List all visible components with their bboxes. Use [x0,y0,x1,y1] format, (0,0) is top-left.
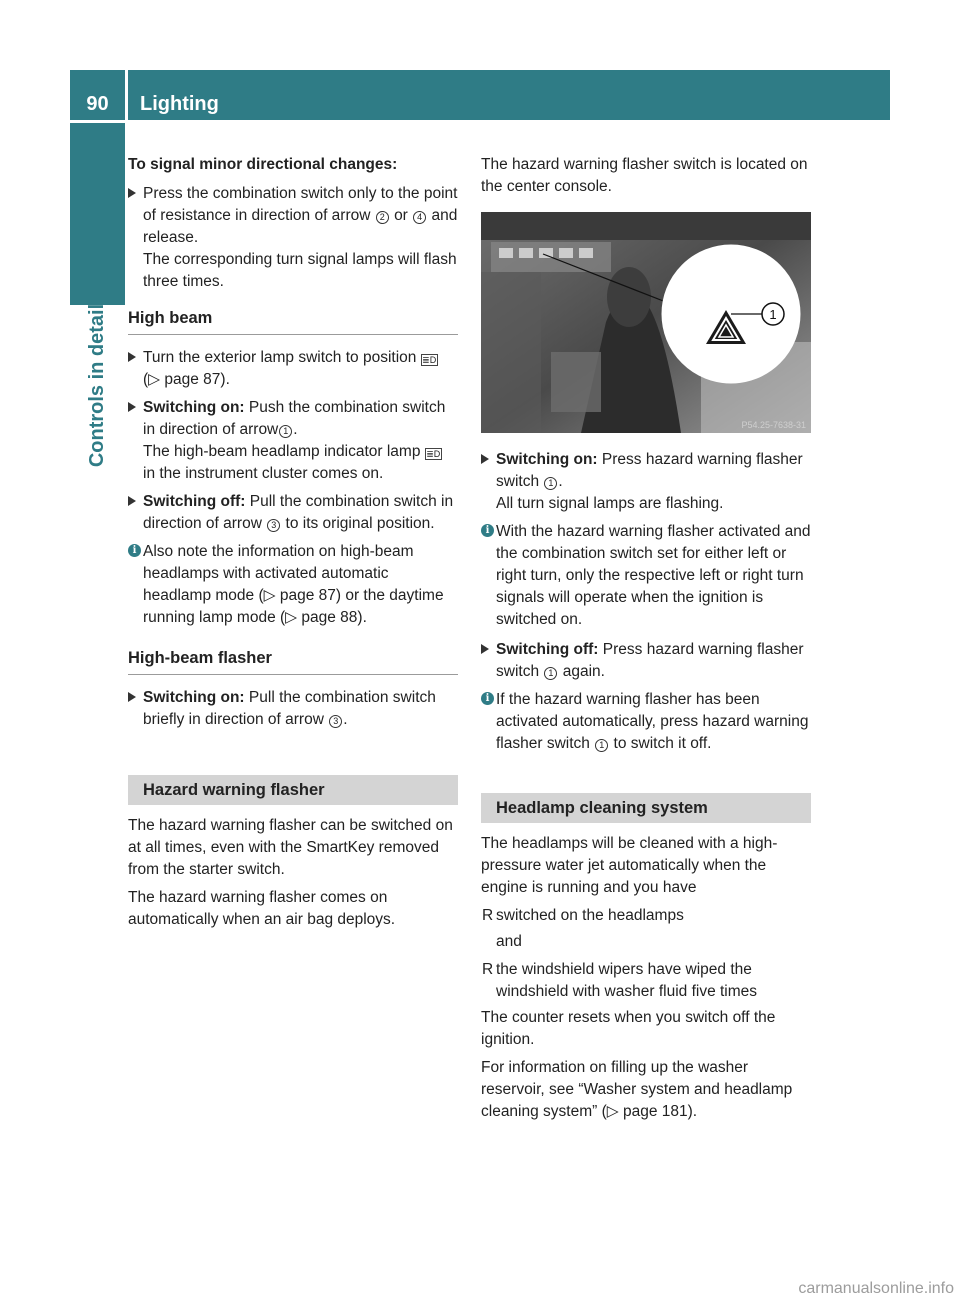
high-beam-flasher-heading: High-beam flasher [128,647,458,675]
side-tab [70,123,125,305]
high-beam-heading: High beam [128,307,458,335]
left-column [128,154,458,937]
photo-code: P54.25-7638-31 [741,420,806,430]
callout-2-icon: 2 [376,211,389,224]
watermark: carmanualsonline.info [798,1280,954,1297]
hazard-auto-info-note: i If the hazard warning flasher has been activated automatically, press hazard warning flasher switch 1 to switch it off. [481,689,811,755]
hb-step-on: Switching on: Push the combination switch in direction of arrow 1 . The high-beam headlamp indicator lamp ≣D in the instrument cluster comes on. [128,397,458,485]
headlamp-cleaning-heading: Headlamp cleaning system [481,793,811,823]
chapter-label: Controls in detail [86,303,108,467]
step-arrow-icon [128,496,136,506]
callout-1-icon: 1 [595,739,608,752]
step-arrow-icon [481,644,489,654]
step-result: All turn signal lamps are flashing. [496,495,724,512]
callout-4-icon: 4 [413,211,426,224]
step-arrow-icon [128,352,136,362]
info-icon: i [481,524,494,537]
info-icon: i [128,544,141,557]
step-arrow-icon [481,454,489,464]
step-arrow-icon [128,692,136,702]
info-icon: i [481,692,494,705]
flasher-step-on: Switching on: Pull the combination switch briefly in direction of arrow 3 . [128,687,458,731]
bullet-icon: R [482,961,494,978]
minor-step: Press the combination switch only to the point of resistance in direction of arrow 2 or 4 and release. The corresponding turn signal lamps will flash three times. [128,183,458,293]
hazard-paragraph-2: The hazard warning flasher comes on automatically when an air bag deploys. [128,889,396,928]
step-result: The corresponding turn signal lamps will flash three times. [143,251,457,290]
hb-step-position: Turn the exterior lamp switch to position ≣D (▷ page 87). [128,347,458,391]
list-item: R the windshield wipers have wiped the windshield with washer fluid five times [482,961,758,1000]
right-column [481,154,811,1129]
callout-3-icon: 3 [267,519,280,532]
step-arrow-icon [128,402,136,412]
list-item: R switched on the headlamps [481,905,811,927]
page-title: Lighting [128,70,890,120]
high-beam-info-note: i Also note the information on high-beam headlamps with activated automatic headlamp mode (▷ page 87) or the daytime running lamp mode (▷ page 88). [128,541,458,629]
hazard-info-note: i With the hazard warning flasher activated and the combination switch set for either left or right turn, only the respective left or right turn signals will operate when the ignition is switched on. [481,521,811,631]
cleaning-paragraph-2: The counter resets when you switch off the ignition. [481,1009,776,1048]
step-arrow-icon [128,188,136,198]
cleaning-paragraph-3: For information on filling up the washer reservoir, see “Washer system and headlamp cleaning system” (▷ page 181). [481,1059,793,1120]
hb-step-off: Switching off: Pull the combination switch in direction of arrow 3 to its original position. [128,491,458,535]
callout-1-icon: 1 [544,667,557,680]
cleaning-paragraph-1: The headlamps will be cleaned with a high-pressure water jet automatically when the engine is running and you have [481,835,778,896]
list-conjunction: and [496,933,522,950]
callout-3-icon: 3 [329,715,342,728]
hazard-paragraph-1: The hazard warning flasher can be switched on at all times, even with the SmartKey removed from the starter switch. [128,817,453,878]
high-beam-icon: ≣D [422,355,437,365]
switch-location-text: The hazard warning flasher switch is located on the center console. [481,156,808,195]
bullet-icon: R [482,907,494,924]
callout-1-icon: 1 [544,477,557,490]
hazard-step-off: Switching off: Press hazard warning flasher switch 1 again. [481,639,811,683]
photo-callout: 1 [769,307,777,322]
hazard-step-on: Switching on: Press hazard warning flasher switch 1 . All turn signal lamps are flashing. [481,449,811,515]
hazard-section-heading: Hazard warning flasher [128,775,458,805]
callout-1-icon: 1 [279,425,292,438]
hazard-switch-photo [481,212,811,433]
minor-changes-heading: To signal minor directional changes: [128,156,398,173]
high-beam-indicator-icon: ≣D [426,449,441,459]
page-number: 90 [70,70,125,120]
